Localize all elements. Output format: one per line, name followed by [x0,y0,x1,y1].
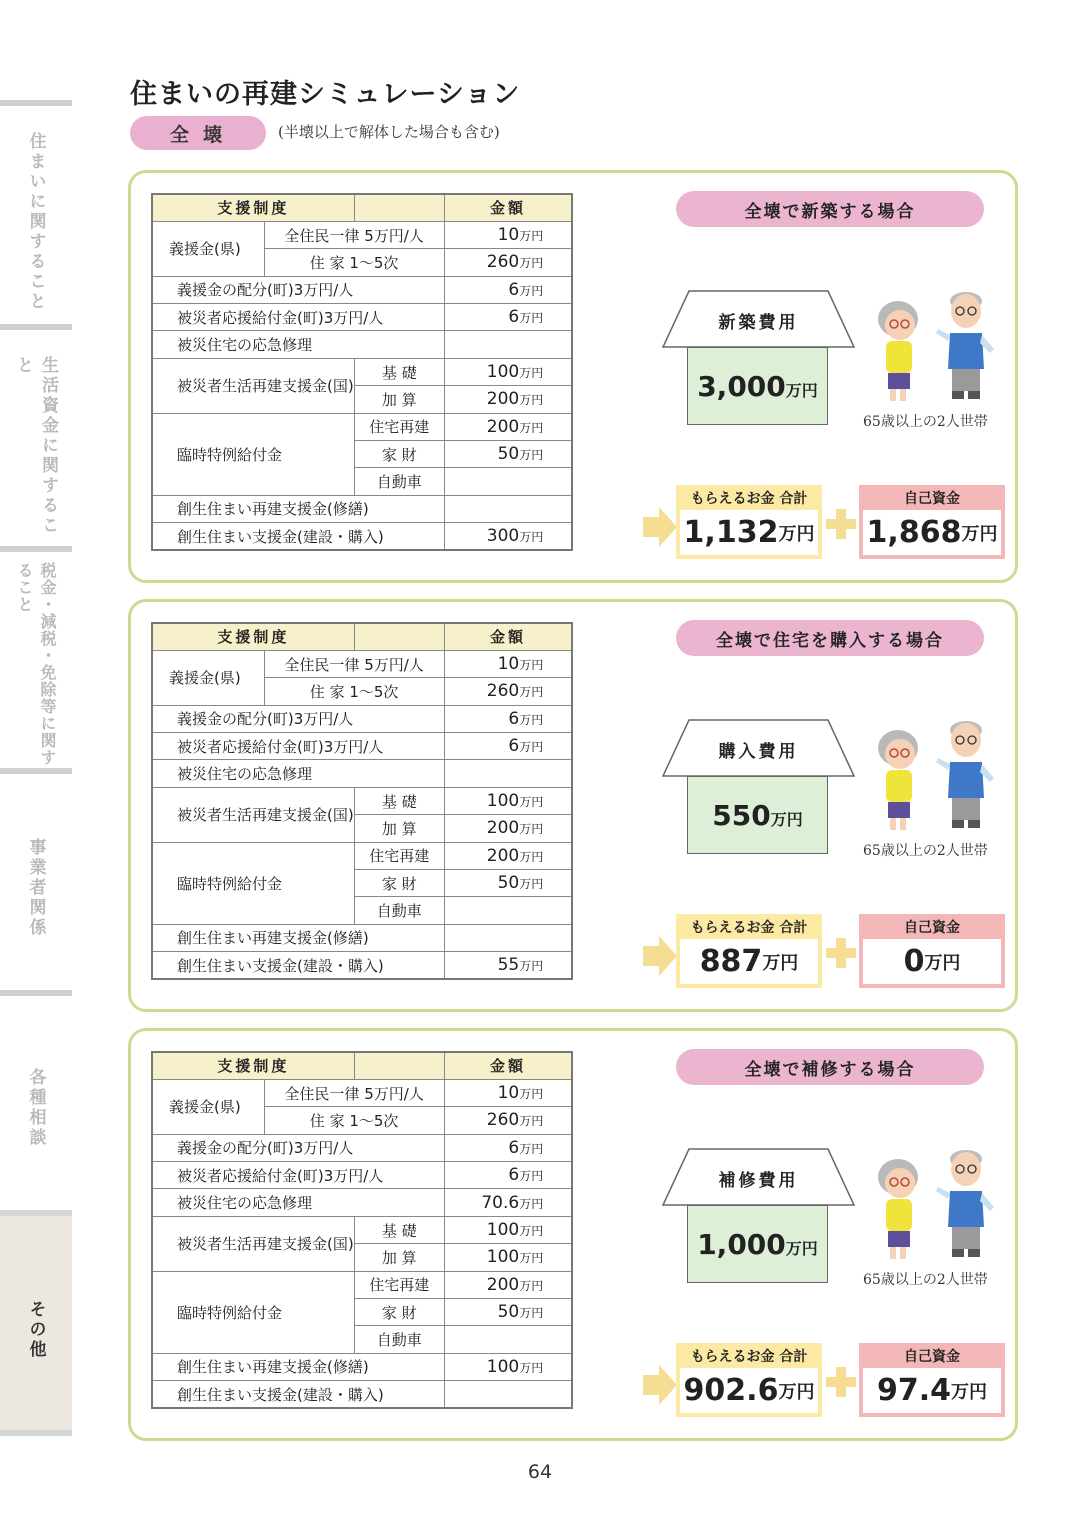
cost-box [687,1205,828,1283]
row-label-gienkin: 義援金(県) [152,650,264,705]
amount-cell [444,413,572,440]
row-label-kyukyu: 被災住宅の応急修理 [152,760,444,787]
amount-value: 260 [486,252,520,273]
amount-cell [444,386,572,413]
received-total-value-wrap [680,1368,818,1413]
side-tab-other[interactable] [0,1210,72,1436]
amount-cell [444,1299,572,1326]
amount-unit: 万円 [519,1114,544,1129]
table-header-system: 支援制度 [152,194,354,221]
own-funds-box [859,1343,1005,1417]
cost-value: 550 [712,798,771,832]
amount-cell [444,678,572,705]
table-header-amount: 金額 [444,623,572,650]
amount-unit: 万円 [519,877,544,892]
received-total-value-wrap [680,510,818,555]
page-number: 64 [527,1461,553,1483]
amount-value: 100 [486,791,520,812]
row-label-rinji: 臨時特例給付金 [152,1271,354,1353]
cost-label: 新築費用 [718,313,799,333]
amount-cell [444,1216,572,1243]
amount-value: 50 [497,1302,520,1323]
row-label-kyukyu: 被災住宅の応急修理 [152,1189,444,1216]
row-label-sosei-shuzen: 創生住まい再建支援金(修繕) [152,924,444,951]
amount-cell [444,897,572,924]
amount-value: 200 [486,1274,520,1295]
amount-value: 10 [497,654,520,675]
row-label-jutaku: 住宅再建 [354,1271,444,1298]
elderly-couple-illustration [866,289,1001,404]
amount-value: 260 [486,681,520,702]
table-header-amount: 金額 [444,1052,572,1079]
amount-value: 100 [486,1247,520,1268]
household-caption: 65歳以上の2人世帯 [863,414,988,430]
row-label-housing: 住 家 1〜5次 [264,1107,444,1134]
row-label-haibun: 義援金の配分(町)3万円/人 [152,276,444,303]
amount-value: 260 [486,1110,520,1131]
amount-value: 6 [508,1165,520,1186]
side-tab-label: 事業者関係 [25,838,46,938]
amount-unit: 万円 [519,1278,544,1293]
cost-value: 1,000 [697,1227,786,1261]
support-table [151,193,573,551]
row-label-kiso: 基 礎 [354,787,444,814]
table-header-system: 支援制度 [152,623,354,650]
cost-box [687,347,828,425]
page-title: 住まいの再建シミュレーション [130,79,521,110]
amount-cell [444,276,572,303]
amount-value: 100 [486,362,520,383]
row-label-rinji: 臨時特例給付金 [152,413,354,495]
cost-unit: 万円 [785,380,818,400]
amount-unit: 万円 [519,283,544,298]
cost-house [661,718,856,863]
cost-value: 3,000 [697,369,786,403]
amount-cell [444,221,572,248]
table-header-spacer [354,194,444,221]
amount-unit: 万円 [519,795,544,810]
own-funds-value-wrap [863,510,1001,555]
side-tab-label: 生活資金に関すること [13,356,58,536]
case-title-pill: 全壊で住宅を購入する場合 [676,620,984,656]
cost-house [661,289,856,434]
row-label-rinji: 臨時特例給付金 [152,842,354,924]
row-label-housing: 住 家 1〜5次 [264,249,444,276]
table-header-spacer [354,1052,444,1079]
row-label-kasan: 加 算 [354,815,444,842]
amount-cell [444,842,572,869]
amount-value: 50 [497,873,520,894]
row-label-seikatsu: 被災者生活再建支援金(国) [152,358,354,413]
amount-cell [444,1162,572,1189]
amount-unit: 万円 [519,712,544,727]
row-label-jutaku: 住宅再建 [354,413,444,440]
row-label-oen: 被災者応援給付金(町)3万円/人 [152,1162,444,1189]
plus-icon [826,938,856,968]
side-tab-label: その他 [25,1300,46,1360]
amount-value: 6 [508,708,520,729]
row-label-all-residents: 全住民一律 5万円/人 [264,1079,444,1106]
amount-value: 100 [486,1356,520,1377]
table-header-spacer [354,623,444,650]
amount-cell [444,304,572,331]
amount-unit: 万円 [519,1251,544,1266]
amount-value: 10 [497,225,520,246]
cost-label: 補修費用 [718,1171,799,1191]
table-header-amount: 金額 [444,194,572,221]
own-funds-unit: 万円 [951,1381,988,1403]
amount-unit: 万円 [519,1141,544,1156]
amount-value: 200 [486,416,520,437]
side-tab-business[interactable] [0,768,72,990]
row-label-sosei-shuzen: 創生住まい再建支援金(修繕) [152,495,444,522]
damage-badge: 全壊 [130,116,266,150]
cost-unit: 万円 [785,1238,818,1258]
received-total-label: もらえるお金 合計 [690,919,808,936]
received-total-box [676,1343,822,1417]
amount-unit: 万円 [519,658,544,673]
amount-cell [444,523,572,550]
amount-cell [444,924,572,951]
row-label-kasan: 加 算 [354,386,444,413]
row-label-haibun: 義援金の配分(町)3万円/人 [152,1134,444,1161]
amount-value: 200 [486,845,520,866]
received-total-label: もらえるお金 合計 [690,1348,808,1365]
arrow-right-icon [643,936,679,976]
cost-value-wrap [697,1228,818,1261]
support-table [151,622,573,980]
cost-box [687,776,828,854]
own-funds-label: 自己資金 [904,490,960,507]
amount-cell [444,733,572,760]
amount-value: 200 [486,818,520,839]
row-label-kazai: 家 財 [354,1299,444,1326]
amount-unit: 万円 [519,740,544,755]
row-label-sosei-kensetsu: 創生住まい支援金(建設・購入) [152,523,444,550]
received-total-unit: 万円 [762,952,799,974]
row-label-kazai: 家 財 [354,870,444,897]
amount-value: 6 [508,307,520,328]
own-funds-box [859,485,1005,559]
row-label-seikatsu: 被災者生活再建支援金(国) [152,1216,354,1271]
amount-cell [444,1107,572,1134]
amount-cell [444,705,572,732]
side-tab-label: 税金・減税・免除等に関すること [15,562,57,766]
row-label-haibun: 義援金の配分(町)3万円/人 [152,705,444,732]
arrow-right-icon [643,507,679,547]
row-label-kiso: 基 礎 [354,358,444,385]
amount-cell [444,1326,572,1353]
amount-cell [444,1134,572,1161]
table-header-system: 支援制度 [152,1052,354,1079]
own-funds-value: 0 [903,944,925,979]
side-tab-consultation[interactable] [0,990,72,1210]
case-title-pill: 全壊で補修する場合 [676,1049,984,1085]
side-tab-living-funds[interactable] [0,324,72,546]
row-label-oen: 被災者応援給付金(町)3万円/人 [152,304,444,331]
row-label-sosei-kensetsu: 創生住まい支援金(建設・購入) [152,1381,444,1408]
received-total-unit: 万円 [778,1381,815,1403]
amount-cell [444,1244,572,1271]
amount-unit: 万円 [519,256,544,271]
amount-unit: 万円 [519,366,544,381]
amount-unit: 万円 [519,1224,544,1239]
amount-unit: 万円 [519,1169,544,1184]
own-funds-label: 自己資金 [904,919,960,936]
amount-value: 6 [508,736,520,757]
household-caption: 65歳以上の2人世帯 [863,843,988,859]
row-label-kasan: 加 算 [354,1244,444,1271]
amount-unit: 万円 [519,1196,544,1211]
own-funds-value-wrap [863,939,1001,984]
side-tab-label: 住まいに関すること [25,132,46,312]
row-label-kiso: 基 礎 [354,1216,444,1243]
amount-unit: 万円 [519,1306,544,1321]
amount-value: 300 [486,526,520,547]
received-total-label: もらえるお金 合計 [690,490,808,507]
amount-cell [444,650,572,677]
elderly-couple-illustration [866,1147,1001,1262]
amount-cell [444,1381,572,1408]
row-label-jidosha: 自動車 [354,897,444,924]
badge-note: (半壊以上で解体した場合も含む) [278,123,500,141]
received-total-box [676,485,822,559]
elderly-couple-illustration [866,718,1001,833]
row-label-seikatsu: 被災者生活再建支援金(国) [152,787,354,842]
amount-unit: 万円 [519,311,544,326]
own-funds-value-wrap [863,1368,1001,1413]
amount-unit: 万円 [519,1360,544,1375]
amount-value: 55 [497,955,520,976]
amount-unit: 万円 [519,685,544,700]
scenario-panel-new-build [128,170,1018,583]
row-label-all-residents: 全住民一律 5万円/人 [264,221,444,248]
cost-unit: 万円 [770,809,803,829]
received-total-value: 887 [699,944,763,979]
amount-cell [444,870,572,897]
own-funds-unit: 万円 [924,952,961,974]
cost-value-wrap [697,370,818,403]
plus-icon [826,509,856,539]
amount-cell [444,1353,572,1380]
amount-unit: 万円 [519,849,544,864]
amount-value: 10 [497,1083,520,1104]
side-tab-tax[interactable] [0,546,72,768]
case-title-pill: 全壊で新築する場合 [676,191,984,227]
arrow-right-icon [643,1365,679,1405]
received-total-value: 902.6 [683,1373,779,1408]
row-label-kyukyu: 被災住宅の応急修理 [152,331,444,358]
plus-icon [826,1367,856,1397]
side-index [0,0,72,1527]
amount-unit: 万円 [519,448,544,463]
row-label-jutaku: 住宅再建 [354,842,444,869]
row-label-housing: 住 家 1〜5次 [264,678,444,705]
side-tab-housing[interactable] [0,100,72,324]
own-funds-value: 97.4 [876,1373,952,1408]
received-total-unit: 万円 [778,523,815,545]
received-total-value: 1,132 [683,515,779,550]
amount-value: 100 [486,1220,520,1241]
amount-unit: 万円 [519,822,544,837]
amount-unit: 万円 [519,1087,544,1102]
amount-cell [444,331,572,358]
row-label-gienkin: 義援金(県) [152,1079,264,1134]
support-table [151,1051,573,1409]
cost-value-wrap [712,799,802,832]
row-label-gienkin: 義援金(県) [152,221,264,276]
amount-value: 70.6 [481,1192,520,1213]
row-label-jidosha: 自動車 [354,1326,444,1353]
received-total-value-wrap [680,939,818,984]
amount-cell [444,1271,572,1298]
row-label-all-residents: 全住民一律 5万円/人 [264,650,444,677]
amount-unit: 万円 [519,393,544,408]
amount-value: 200 [486,389,520,410]
side-tab-label: 各種相談 [25,1068,46,1148]
own-funds-box [859,914,1005,988]
amount-unit: 万円 [519,959,544,974]
amount-cell [444,952,572,979]
amount-cell [444,787,572,814]
amount-unit: 万円 [519,530,544,545]
amount-cell [444,495,572,522]
amount-cell [444,249,572,276]
own-funds-value: 1,868 [866,515,962,550]
amount-value: 6 [508,1137,520,1158]
own-funds-unit: 万円 [961,523,998,545]
row-label-jidosha: 自動車 [354,468,444,495]
amount-cell [444,760,572,787]
own-funds-label: 自己資金 [904,1348,960,1365]
row-label-kazai: 家 財 [354,441,444,468]
amount-cell [444,1079,572,1106]
household-caption: 65歳以上の2人世帯 [863,1272,988,1288]
cost-label: 購入費用 [718,742,799,762]
amount-unit: 万円 [519,420,544,435]
amount-cell [444,358,572,385]
row-label-oen: 被災者応援給付金(町)3万円/人 [152,733,444,760]
amount-cell [444,468,572,495]
scenario-panel-repair [128,1028,1018,1441]
amount-cell [444,441,572,468]
amount-cell [444,1189,572,1216]
received-total-box [676,914,822,988]
scenario-panel-purchase [128,599,1018,1012]
row-label-sosei-shuzen: 創生住まい再建支援金(修繕) [152,1353,444,1380]
amount-unit: 万円 [519,229,544,244]
amount-value: 6 [508,279,520,300]
row-label-sosei-kensetsu: 創生住まい支援金(建設・購入) [152,952,444,979]
amount-cell [444,815,572,842]
amount-value: 50 [497,444,520,465]
cost-house [661,1147,856,1292]
